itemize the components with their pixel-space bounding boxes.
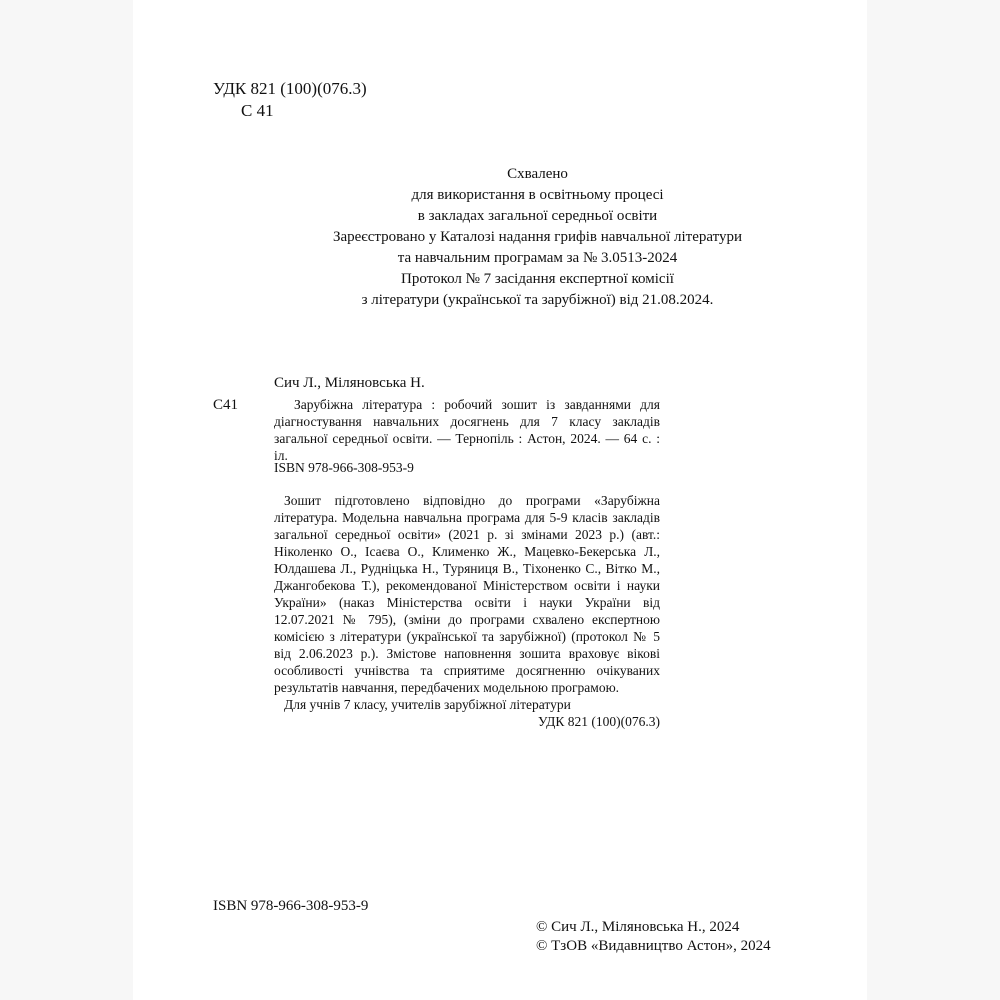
udk-header	[213, 78, 367, 122]
bib-text: Зарубіжна література : робочий зошит із завданнями для діагностування навчальних досягнень для 7 класу закладів загальної середньої освіти. — Тернопіль : Астон, 2024. — 64 с. : іл.	[274, 397, 660, 463]
copyright-line: © Сич Л., Міляновська Н., 2024	[536, 919, 740, 935]
footer-isbn: ISBN 978-966-308-953-9	[213, 898, 369, 914]
copyright-block	[536, 918, 771, 956]
approval-line: Протокол № 7 засідання експертної комісії	[401, 271, 674, 287]
annotation-udk: УДК 821 (100)(076.3)	[537, 714, 660, 729]
annotation-paragraph: Зошит підготовлено відповідно до програми «Зарубіжна література. Модельна навчальна програма для 5-9 класів закладів загальної середньої освіти» (2021 р. зі змінами 2023 р.) (авт.: Ніколенко О., Ісаєва О., Клименко Ж., Мацевко-Бекерська Л., Юлдашева Л., Рудніцька Н., Туряниця В., Тіхоненко С., Вітко М., Джангобекова Т.), рекомендованої Міністерством освіти і науки України» (наказ Міністерства освіти і науки України від 12.07.2021 № 795), (зміни до програми схвалено експертною комісією з літератури (української та зарубіжної) (протокол № 5 від 2.06.2023 р.). Змістове наповнення зошита враховує вікові особливості учнівства та сприятиме досягненню очікуваних результатів навчання, передбачених модельною програмою.	[274, 493, 660, 695]
approval-line: для використання в освітньому процесі	[411, 187, 664, 203]
approval-line: з літератури (української та зарубіжної) від 21.08.2024.	[361, 292, 714, 308]
catalog-code: С 41	[241, 101, 274, 120]
annotation	[274, 492, 660, 730]
approval-block	[280, 164, 795, 311]
approval-line: та навчальним програмам за № 3.0513-2024	[397, 250, 678, 266]
approval-line: в закладах загальної середньої освіти	[417, 208, 658, 224]
udk-code: УДК 821 (100)(076.3)	[213, 79, 367, 98]
approval-line: Схвалено	[507, 166, 568, 182]
authors: Сич Л., Міляновська Н.	[274, 375, 425, 391]
bibliographic-description	[274, 396, 660, 464]
approval-line: Зареєстровано у Каталозі надання грифів навчальної літератури	[332, 229, 743, 245]
annotation-audience: Для учнів 7 класу, учителів зарубіжної літератури	[284, 697, 571, 712]
copyright-line: © ТзОВ «Видавництво Астон», 2024	[536, 938, 771, 954]
catalog-side-code: С41	[213, 397, 239, 413]
bib-isbn: ISBN 978-966-308-953-9	[274, 460, 414, 475]
